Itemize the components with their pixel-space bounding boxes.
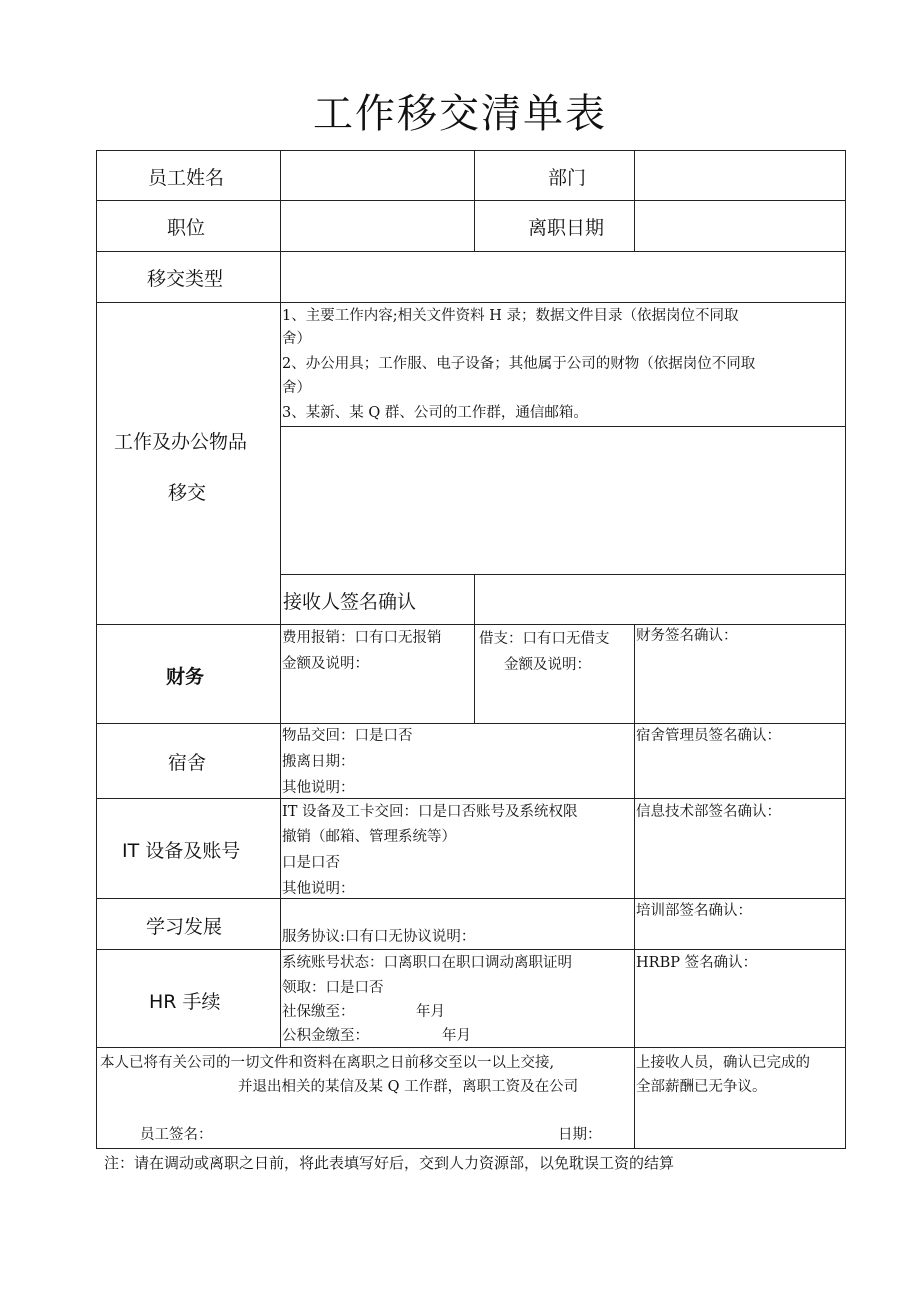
it-sign: 信息技术部签名确认： — [636, 804, 781, 820]
expense-amount: 金额及说明： — [282, 656, 369, 672]
hrbp-sign: HRBP 签名确认： — [636, 955, 758, 971]
dorm-move-date: 搬离日期： — [282, 754, 355, 770]
it-return-line: IT 设备及工卡交回：口是口否账号及系统权限 — [282, 804, 578, 820]
row-divider — [96, 798, 846, 799]
finance-label: 财务 — [166, 666, 205, 688]
declaration-line-2: 并退出相关的某信及某 Q 工作群，离职工资及在公司 — [238, 1079, 579, 1095]
dorm-other: 其他说明： — [282, 780, 355, 796]
receiver-confirm-line-1: 上接收人员，确认已完成的 — [636, 1055, 810, 1071]
position-label: 职位 — [167, 217, 206, 239]
row-divider — [280, 426, 846, 427]
dorm-label: 宿舍 — [168, 752, 207, 774]
receiver-confirm-line-2: 全部薪酬已无争议。 — [636, 1079, 767, 1095]
department-label: 部门 — [548, 167, 587, 189]
work-items-label: 工作及办公物品 — [114, 431, 248, 453]
loan-status: 借支：口有口无借支 — [479, 631, 610, 647]
table-border — [96, 150, 97, 1149]
table-border — [96, 150, 846, 151]
housing-fund: 公积金缴至： — [282, 1028, 369, 1044]
it-revoke-line: 撤销（邮箱、管理系统等） — [282, 829, 456, 845]
social-insurance-ym: 年月 — [416, 1004, 445, 1020]
row-divider — [96, 1047, 846, 1048]
dorm-sign: 宿舍管理员签名确认： — [636, 728, 781, 744]
column-divider — [280, 150, 281, 1047]
table-border — [845, 150, 846, 1149]
column-divider — [474, 150, 475, 251]
work-list-item: 3、某新、某 Q 群、公司的工作群，通信邮箱。 — [282, 405, 588, 421]
work-list-item: 2、办公用具；工作服、电子设备；其他属于公司的财物（依据岗位不同取 — [282, 356, 756, 372]
row-divider — [96, 302, 846, 303]
service-agreement: 服务协议:口有口无协议说明： — [282, 929, 476, 945]
row-divider — [96, 949, 846, 950]
handover-form — [96, 150, 846, 1150]
work-list-item: 舍） — [282, 331, 311, 347]
work-list-item: 舍） — [282, 380, 311, 396]
work-items-label-2: 移交 — [168, 482, 207, 504]
training-label: 学习发展 — [146, 916, 223, 938]
row-divider — [280, 574, 846, 575]
it-other: 其他说明： — [282, 881, 355, 897]
handover-type-label: 移交类型 — [147, 268, 224, 290]
column-divider — [634, 150, 635, 251]
account-status: 系统账号状态：口离职口在职口调动离职证明 — [282, 955, 572, 971]
declaration-line-1: 本人已将有关公司的一切文件和资料在离职之日前移交至以一以上交接, — [100, 1055, 555, 1071]
receiver-sign-label: 接收人签名确认 — [283, 591, 417, 613]
column-divider — [634, 624, 635, 1148]
leave-date-label: 离职日期 — [528, 217, 605, 239]
housing-fund-ym: 年月 — [442, 1028, 471, 1044]
hr-label: HR 手续 — [149, 991, 221, 1013]
expense-claim: 费用报销：口有口无报销 — [282, 630, 442, 646]
training-sign: 培训部签名确认： — [636, 903, 752, 919]
it-label: IT 设备及账号 — [122, 840, 241, 862]
row-divider — [96, 251, 846, 252]
finance-sign: 财务签名确认： — [636, 628, 738, 644]
column-divider — [474, 574, 475, 723]
dorm-items-returned: 物品交回：口是口否 — [282, 728, 413, 744]
it-yes-no: 口是口否 — [282, 855, 340, 871]
certificate-collect: 领取：口是口否 — [282, 980, 384, 996]
footnote: 注：请在调动或离职之日前，将此表填写好后，交到人力资源部，以免耽误工资的结算 — [104, 1154, 675, 1172]
row-divider — [96, 200, 846, 201]
work-list-item: 1、主要工作内容;相关文件资料 H 录；数据文件目录（依据岗位不同取 — [282, 308, 739, 324]
employee-name-label: 员工姓名 — [148, 167, 225, 189]
social-insurance: 社保缴至： — [282, 1004, 355, 1020]
page-title: 工作移交清单表 — [313, 91, 607, 137]
loan-amount: 金额及说明： — [504, 657, 591, 673]
table-border — [96, 1148, 846, 1149]
employee-sign-label: 员工签名： — [140, 1127, 213, 1143]
date-label: 日期： — [558, 1127, 602, 1143]
